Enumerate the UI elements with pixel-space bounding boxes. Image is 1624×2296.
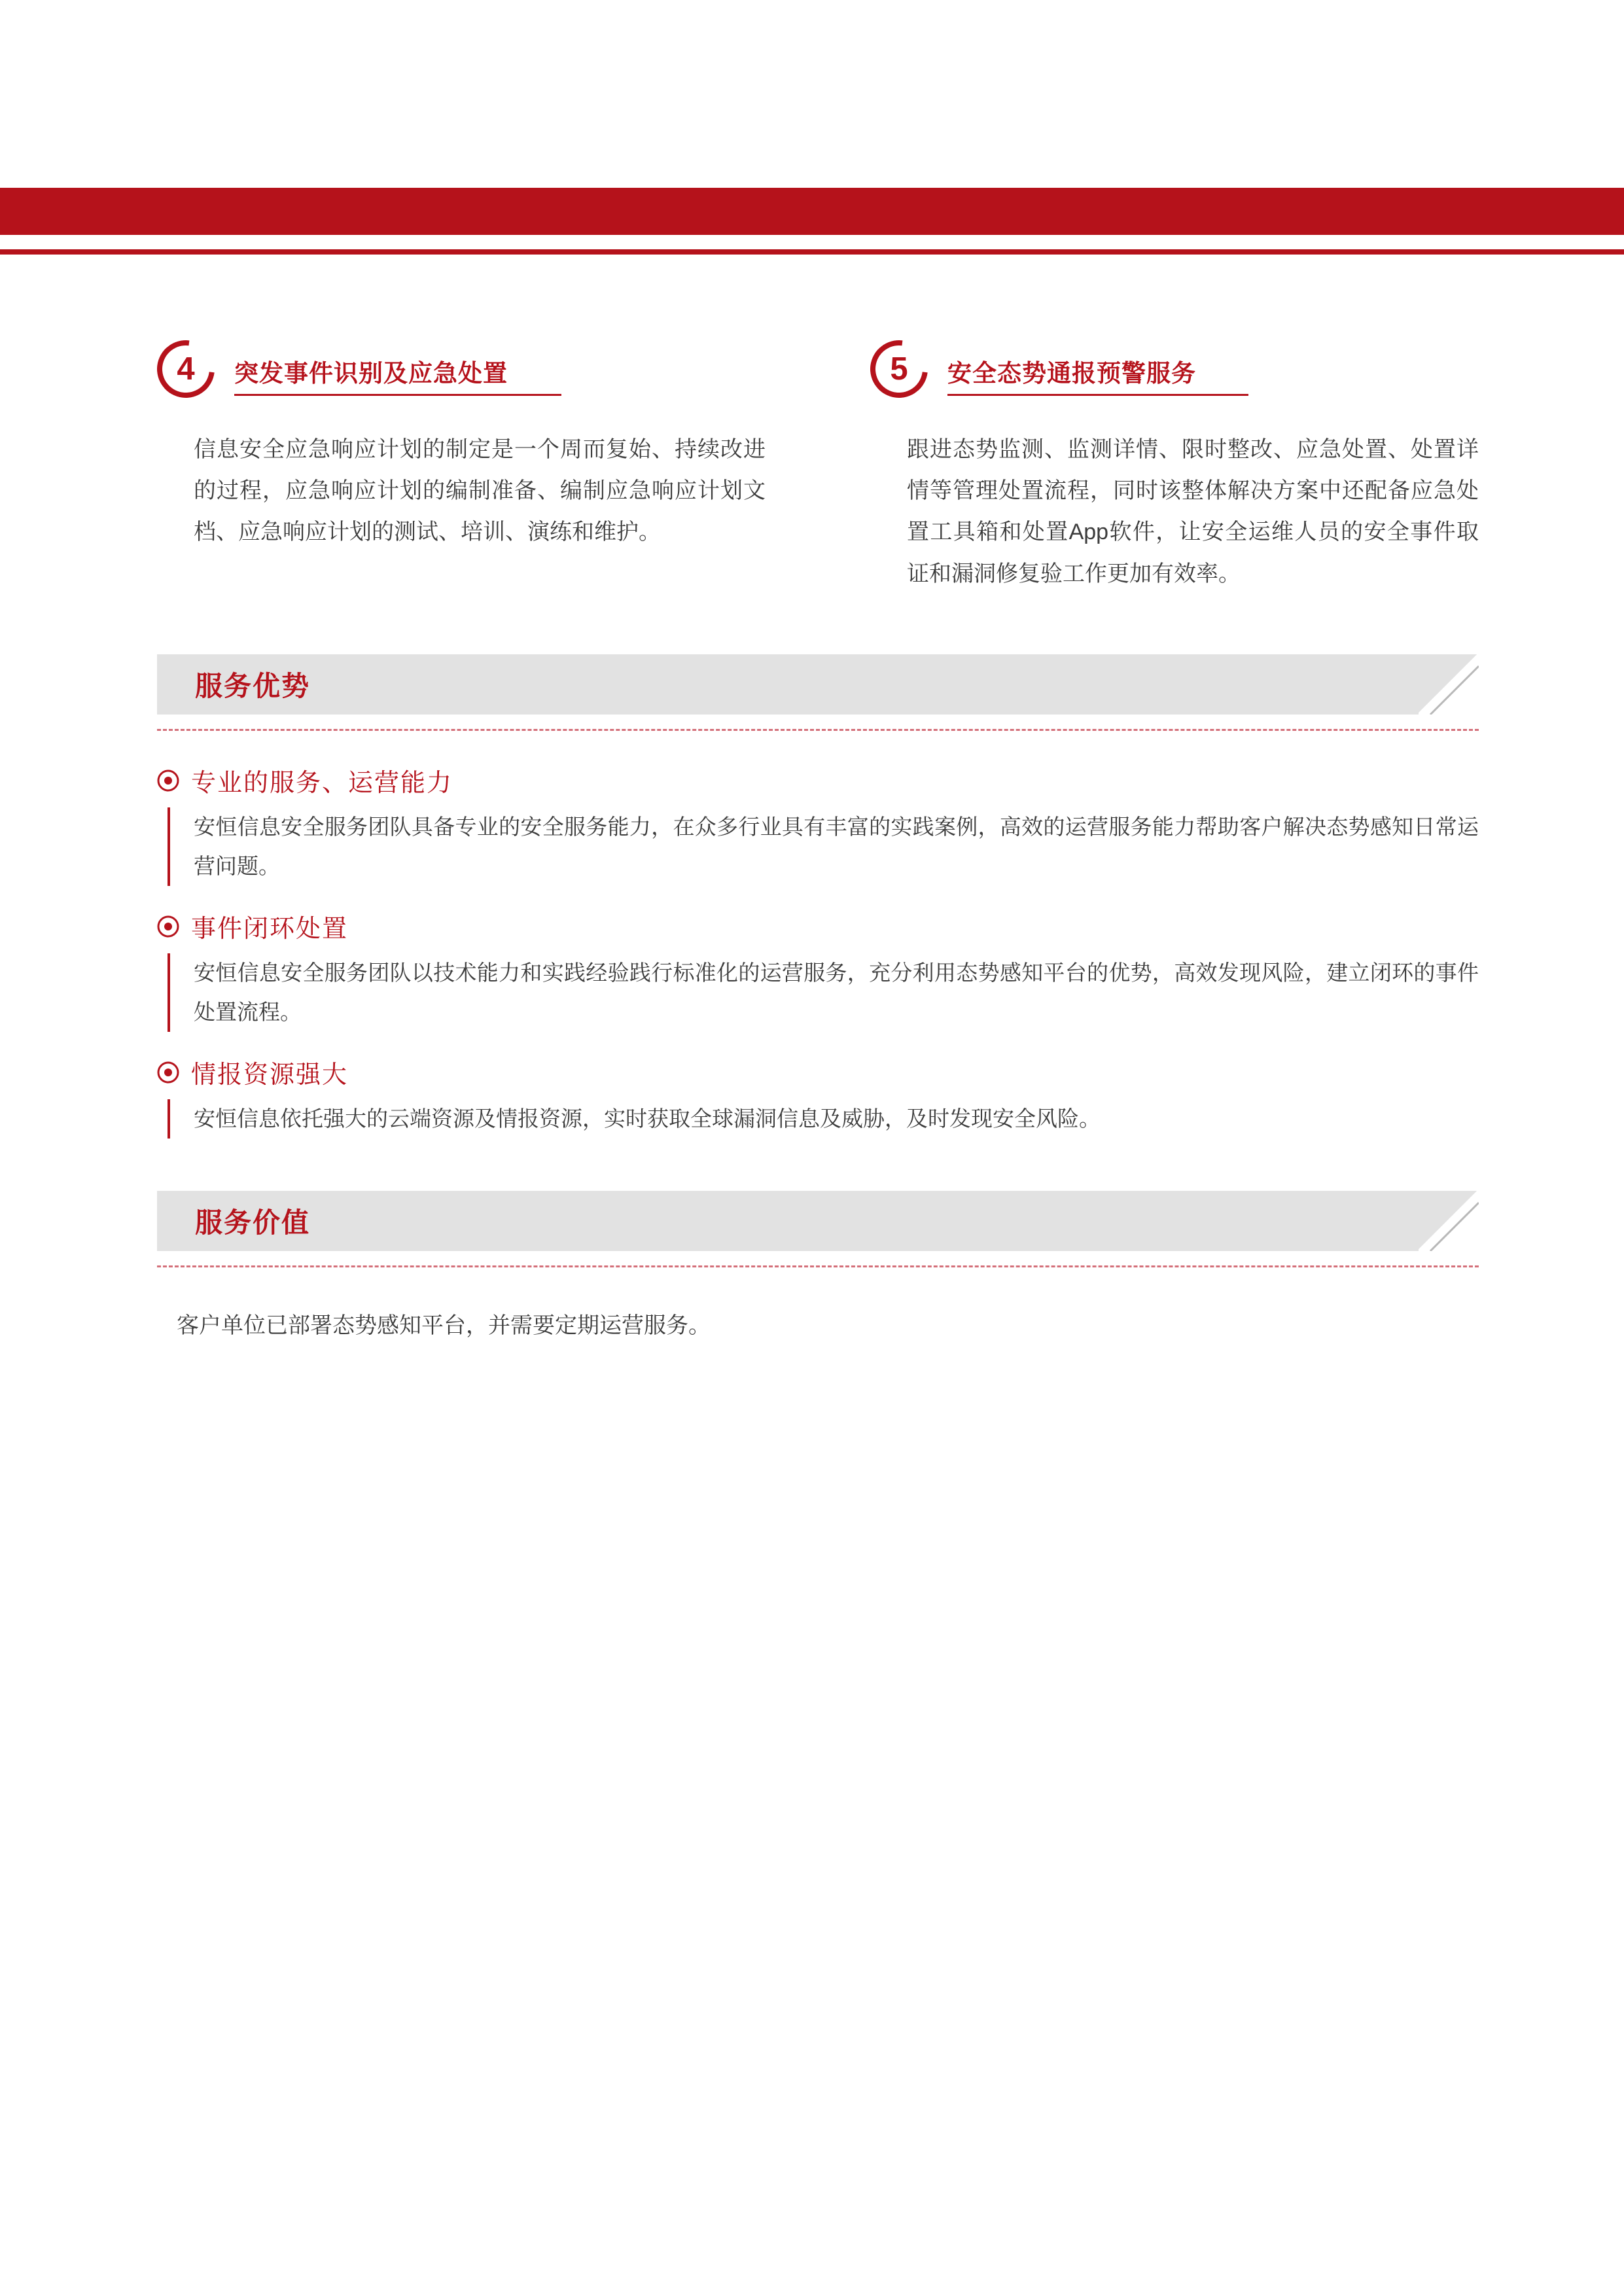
card-title: 安全态势通报预警服务 — [947, 360, 1196, 387]
card-number: 4 — [177, 351, 195, 387]
advantage-body: 安恒信息安全服务团队以技术能力和实践经验践行标准化的运营服务，充分利用态势感知平台的优势，高效发现风险，建立闭环的事件处置流程。 — [168, 953, 1479, 1032]
advantage-item — [157, 762, 1479, 886]
folded-corner-line-icon — [1419, 654, 1479, 715]
value-body-text: 客户单位已部署态势感知平台，并需要定期运营服务。 — [177, 1313, 711, 1338]
section-divider — [157, 729, 1479, 731]
numbered-card — [870, 340, 1479, 595]
header-band-thin — [0, 249, 1624, 255]
target-circle-icon — [157, 915, 179, 938]
numbered-card-header — [157, 340, 766, 425]
advantage-header — [157, 1054, 1479, 1090]
folded-corner-line-icon — [1419, 1191, 1479, 1251]
section-banner — [157, 654, 1479, 715]
advantage-body: 安恒信息依托强大的云端资源及情报资源，实时获取全球漏洞信息及威胁，及时发现安全风险。 — [168, 1099, 1479, 1139]
value-section — [157, 1191, 1479, 1347]
advantage-title: 事件闭环处置 — [191, 915, 349, 944]
card-underline — [234, 394, 561, 396]
advantage-section — [157, 654, 1479, 1161]
numbered-card-row — [157, 340, 1479, 595]
card-body-text: 跟进态势监测、监测详情、限时整改、应急处置、处置详情等管理处置流程，同时该整体解决方案中还配备应急处置工具箱和处置App软件，让安全运维人员的安全事件取证和漏洞修复验工作更加有效率。 — [907, 437, 1479, 586]
card-body-text: 信息安全应急响应计划的制定是一个周而复始、持续改进的过程，应急响应计划的编制准备、编制应急响应计划文档、应急响应计划的测试、培训、演练和维护。 — [194, 437, 766, 545]
section-banner — [157, 1191, 1479, 1251]
numbered-card-header — [870, 340, 1479, 425]
advantage-header — [157, 762, 1479, 798]
header-band-thick — [0, 188, 1624, 235]
numbered-card — [157, 340, 766, 595]
target-circle-icon — [157, 1061, 179, 1084]
section-divider — [157, 1265, 1479, 1267]
advantage-item — [157, 1054, 1479, 1139]
card-title: 突发事件识别及应急处置 — [234, 360, 508, 387]
advantage-item — [157, 908, 1479, 1032]
advantage-title: 情报资源强大 — [191, 1061, 349, 1089]
section-title: 服务优势 — [195, 671, 311, 701]
card-underline — [947, 394, 1248, 396]
advantage-title: 专业的服务、运营能力 — [191, 769, 453, 797]
advantage-header — [157, 908, 1479, 944]
advantage-list — [157, 762, 1479, 1139]
target-circle-icon — [157, 769, 179, 792]
advantage-body: 安恒信息安全服务团队具备专业的安全服务能力，在众多行业具有丰富的实践案例，高效的运营服务能力帮助客户解决态势感知日常运营问题。 — [168, 807, 1479, 886]
section-title: 服务价值 — [195, 1207, 311, 1238]
card-number: 5 — [890, 351, 908, 387]
